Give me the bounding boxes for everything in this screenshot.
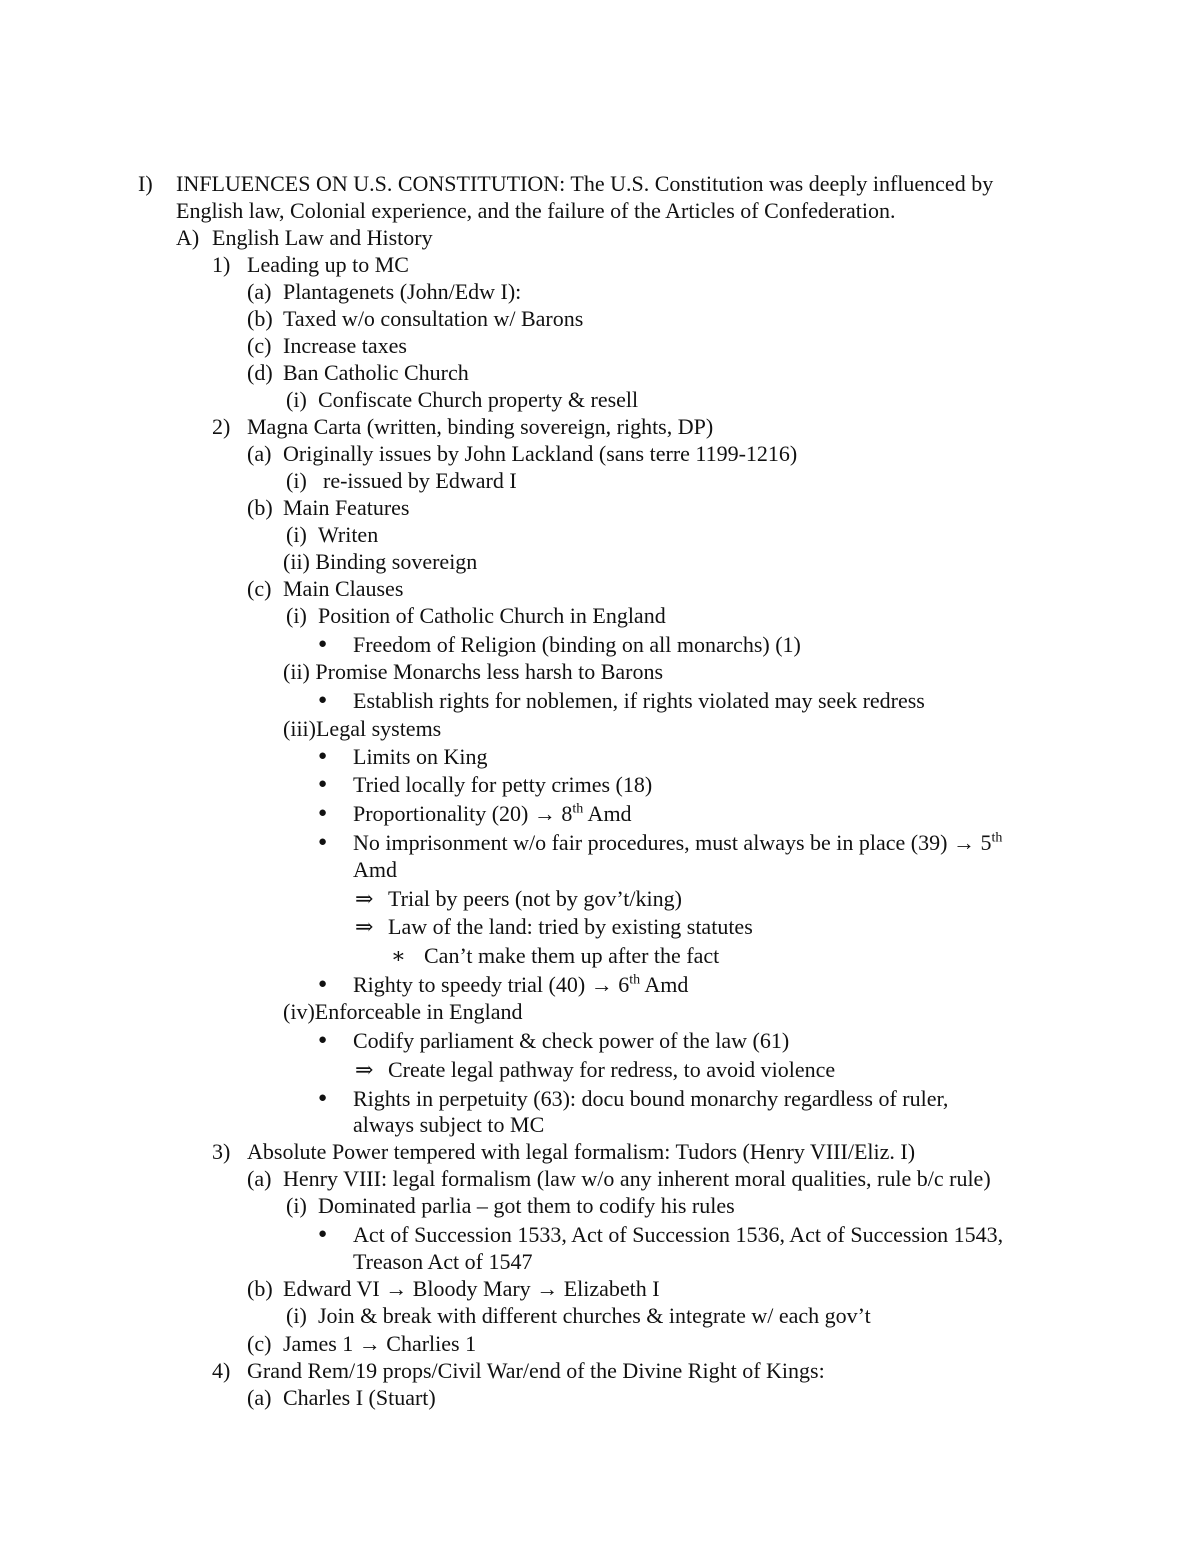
item-label: (a) [247, 1166, 272, 1191]
item-text: Confiscate Church property & resell [318, 387, 639, 412]
item-text: re-issued by Edward I [323, 468, 517, 493]
bullet-icon: ● [318, 776, 328, 792]
text-part: 6 [618, 972, 630, 997]
item-label: (a) [247, 279, 272, 304]
item-text: Henry VIII: legal formalism (law w/o any inherent moral qualities, rule b/c rule) [283, 1166, 991, 1191]
item-text [353, 971, 688, 998]
text-part: 8 [561, 801, 573, 826]
item-text: Trial by peers (not by gov’t/king) [388, 886, 682, 911]
item-text: Freedom of Religion (binding on all monarchs) (1) [353, 632, 801, 657]
item-text: Establish rights for noblemen, if rights violated may seek redress [353, 688, 925, 713]
item-text: Dominated parlia – got them to codify his rules [318, 1193, 735, 1218]
item-label: (i) [286, 603, 307, 628]
item-text: English Law and History [212, 225, 433, 250]
item-text [353, 800, 632, 827]
item-text: Absolute Power tempered with legal formalism: Tudors (Henry VIII/Eliz. I) [247, 1139, 916, 1164]
item-text [283, 1330, 476, 1357]
item-label: 3) [212, 1139, 231, 1164]
item-label: (i) [286, 1303, 307, 1328]
implies-icon: ⇒ [355, 886, 374, 911]
implies-icon: ⇒ [355, 1057, 374, 1082]
text-part: James 1 [283, 1331, 359, 1356]
item-text: Limits on King [353, 744, 488, 769]
superscript: th [629, 972, 641, 988]
star-icon: ∗ [391, 943, 406, 968]
item-text: Originally issues by John Lackland (sans terre 1199-1216) [283, 441, 798, 466]
item-text: (iv)Enforceable in England [283, 999, 523, 1024]
item-text: Treason Act of 1547 [353, 1249, 533, 1274]
item-text: Writen [318, 522, 379, 547]
item-text: Magna Carta (written, binding sovereign, rights, DP) [247, 414, 714, 439]
arrow-icon: → [952, 830, 975, 855]
item-text: always subject to MC [353, 1112, 545, 1137]
superscript: th [991, 830, 1003, 846]
item-text: Act of Succession 1533, Act of Succession 1536, Act of Succession 1543, [353, 1222, 1004, 1247]
bullet-icon: ● [318, 748, 328, 764]
bullet-icon: ● [318, 976, 328, 992]
bullet-icon: ● [318, 805, 328, 821]
item-text: Rights in perpetuity (63): docu bound monarchy regardless of ruler, [353, 1086, 949, 1111]
item-label: (b) [247, 495, 273, 520]
item-label: (b) [247, 1276, 273, 1301]
item-text: Position of Catholic Church in England [318, 603, 666, 628]
item-label: 1) [212, 252, 231, 277]
item-text: Leading up to MC [247, 252, 409, 277]
section-text-line2: English law, Colonial experience, and the failure of the Articles of Confederation. [176, 198, 896, 223]
text-part: Edward VI [283, 1276, 386, 1301]
arrow-icon: → [533, 801, 556, 826]
item-text: Plantagenets (John/Edw I): [283, 279, 522, 304]
item-label: (i) [286, 468, 307, 493]
item-text: (ii) Promise Monarchs less harsh to Barons [283, 659, 664, 684]
text-part: No imprisonment w/o fair procedures, must always be in place (39) [353, 830, 953, 855]
implies-icon: ⇒ [355, 914, 374, 939]
item-text: Tried locally for petty crimes (18) [353, 772, 653, 797]
text-part: Charlies 1 [386, 1331, 477, 1356]
item-text: Can’t make them up after the fact [424, 943, 720, 968]
bullet-icon: ● [318, 834, 328, 850]
arrow-icon: → [385, 1276, 408, 1301]
arrow-icon: → [536, 1276, 559, 1301]
item-text: Create legal pathway for redress, to avoid violence [388, 1057, 836, 1082]
item-label: (a) [247, 1385, 272, 1410]
item-label: A) [176, 225, 200, 250]
item-text [353, 829, 1002, 856]
item-text: (ii) Binding sovereign [283, 549, 478, 574]
item-text: Main Features [283, 495, 410, 520]
item-label: (d) [247, 360, 273, 385]
item-text: Main Clauses [283, 576, 404, 601]
text-part: Proportionality (20) [353, 801, 534, 826]
text-part: Righty to speedy trial (40) [353, 972, 591, 997]
bullet-icon: ● [318, 636, 328, 652]
item-text: Increase taxes [283, 333, 407, 358]
item-text: Law of the land: tried by existing statutes [388, 914, 753, 939]
item-text: Join & break with different churches & integrate w/ each gov’t [318, 1303, 871, 1328]
item-text: Ban Catholic Church [283, 360, 469, 385]
text-part: Amd [583, 801, 632, 826]
item-label: (c) [247, 333, 272, 358]
item-label: 4) [212, 1358, 231, 1383]
bullet-icon: ● [318, 1090, 328, 1106]
item-label: 2) [212, 414, 231, 439]
item-label: (b) [247, 306, 273, 331]
arrow-icon: → [590, 972, 613, 997]
text-part: Elizabeth I [563, 1276, 660, 1301]
item-text: Codify parliament & check power of the law (61) [353, 1028, 790, 1053]
item-text: Taxed w/o consultation w/ Barons [283, 306, 584, 331]
item-label: (i) [286, 387, 307, 412]
item-label: (c) [247, 1331, 272, 1356]
item-label: (i) [286, 1193, 307, 1218]
section-text-line1: INFLUENCES ON U.S. CONSTITUTION: The U.S. Constitution was deeply influenced by [176, 171, 994, 196]
item-text: (iii)Legal systems [283, 716, 442, 741]
arrow-icon: → [358, 1331, 381, 1356]
bullet-icon: ● [318, 692, 328, 708]
item-label: (a) [247, 441, 272, 466]
item-label: (i) [286, 522, 307, 547]
text-part: Bloody Mary [412, 1276, 537, 1301]
item-text: Amd [353, 857, 397, 882]
section-label: I) [138, 171, 153, 196]
text-part: 5 [980, 830, 992, 855]
item-text: Charles I (Stuart) [283, 1385, 436, 1410]
bullet-icon: ● [318, 1032, 328, 1048]
item-text [283, 1275, 660, 1302]
bullet-icon: ● [318, 1226, 328, 1242]
text-part: Amd [640, 972, 689, 997]
item-text: Grand Rem/19 props/Civil War/end of the Divine Right of Kings: [247, 1358, 825, 1383]
superscript: th [572, 801, 584, 817]
item-label: (c) [247, 576, 272, 601]
